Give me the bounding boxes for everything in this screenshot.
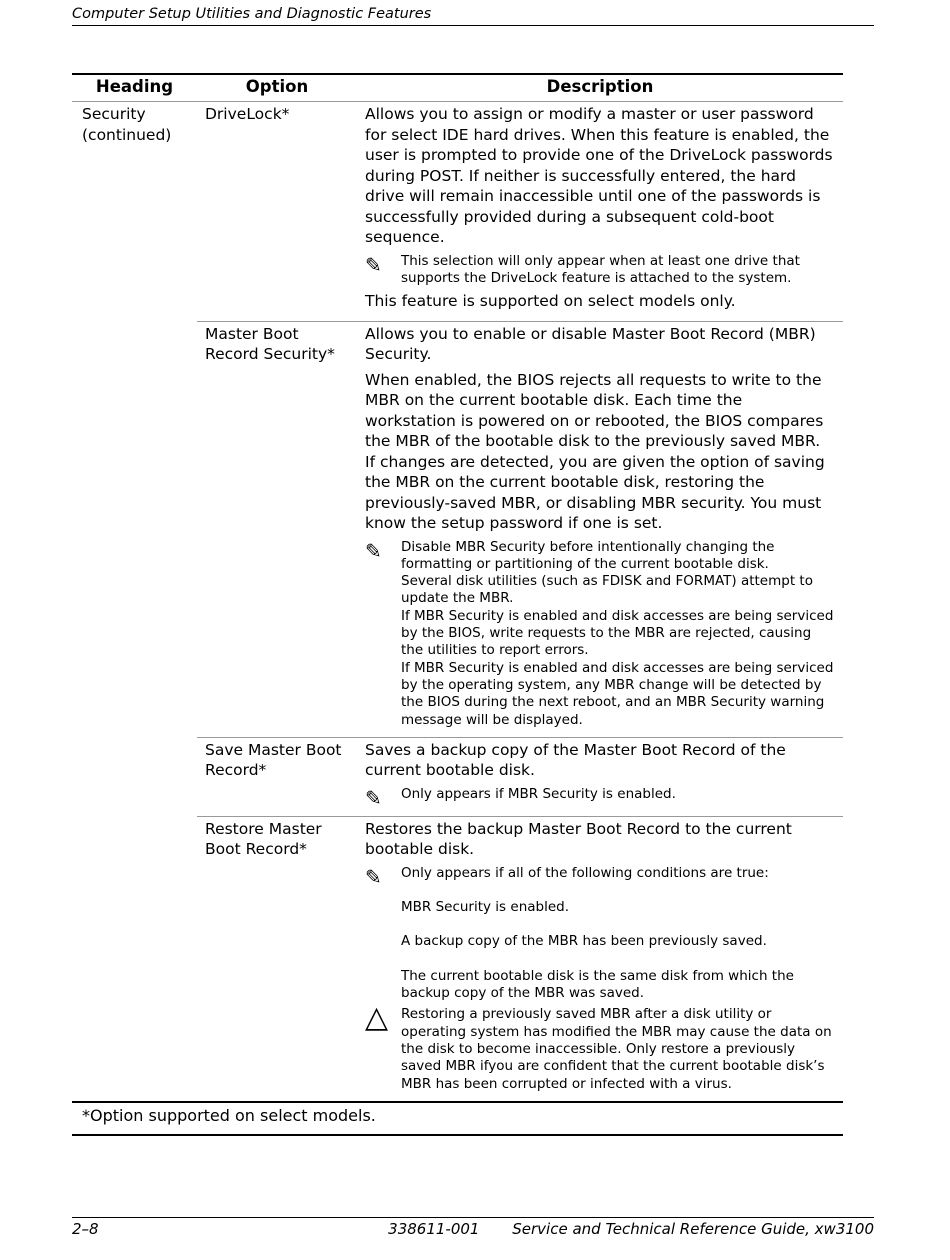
footnote-row xyxy=(72,1102,843,1136)
note-text: A backup copy of the MBR has been previously saved. xyxy=(401,933,767,950)
table-row xyxy=(72,102,843,322)
option-name: Save Master Boot xyxy=(205,740,342,759)
heading-line: Security xyxy=(82,105,146,123)
option-cell xyxy=(197,816,357,1101)
option-name: DriveLock* xyxy=(205,105,290,123)
option-name: Restore Master xyxy=(205,819,322,838)
running-footer xyxy=(72,1217,874,1238)
option-name: Master Boot xyxy=(205,324,299,343)
description-cell xyxy=(357,321,843,737)
note xyxy=(365,865,835,1002)
description-paragraph: Restores the backup Master Boot Record to the current bootable disk. xyxy=(365,819,792,859)
option-name: Record* xyxy=(205,761,267,780)
doc-number: 338611-001 xyxy=(388,1220,480,1238)
note-text: Only appears if all of the following conditions are true: xyxy=(401,864,769,881)
heading-cell xyxy=(72,102,197,1102)
note-text: MBR Security is enabled. xyxy=(401,899,570,916)
pencil-note-icon: ✎ xyxy=(365,864,382,889)
option-cell xyxy=(197,737,357,816)
note xyxy=(365,539,835,729)
footnote: *Option supported on select models. xyxy=(72,1102,843,1136)
security-options-table xyxy=(72,73,843,1136)
caution-triangle-icon: △ xyxy=(365,1000,389,1036)
table-header-row xyxy=(72,74,843,102)
pencil-note-icon: ✎ xyxy=(365,252,382,277)
col-description: Description xyxy=(357,74,843,102)
caution xyxy=(365,1000,835,1092)
option-cell xyxy=(197,321,357,737)
description-paragraph: When enabled, the BIOS rejects all requests to write to the MBR on the current bootable disk. Each time the workstation is powered on or rebooted, the BIOS compares the MBR of the bootable disk to the previously saved MBR. If changes are detected, you are given the option of saving the MBR on the current bootable disk, restoring the previously-saved MBR, or disabling MBR security. You must know the setup password if one is set. xyxy=(365,370,825,533)
note-text: Disable MBR Security before intentionally changing the formatting or partitioning of the current bootable disk. xyxy=(401,538,775,572)
description-paragraph: Allows you to assign or modify a master or user password for select IDE hard drives. When this feature is enabled, the user is prompted to provide one of the DriveLock passwords during POST. If neither is successfully entered, the hard drive will remain inaccessible until one of the passwords is successfully provided during a subsequent cold-boot sequence. xyxy=(365,105,833,246)
caution-text: Restoring a previously saved MBR after a disk utility or operating system has modified the MBR may cause the data on the disk to become inaccessible. Only restore a previously saved MBR ifyou are confident that the current bootable disk’s MBR has been corrupted or infected with a virus. xyxy=(401,1006,832,1092)
heading-line: (continued) xyxy=(82,125,172,144)
description-paragraph: This feature is supported on select models only. xyxy=(365,292,736,311)
description-cell xyxy=(357,737,843,816)
option-name: Boot Record* xyxy=(205,840,307,859)
doc-title: Service and Technical Reference Guide, xw3100 xyxy=(512,1220,874,1238)
note xyxy=(365,786,835,808)
option-cell xyxy=(197,102,357,322)
pencil-note-icon: ✎ xyxy=(365,785,382,810)
note-text: Only appears if MBR Security is enabled. xyxy=(401,785,676,802)
note-text: This selection will only appear when at least one drive that supports the DriveLock feature is attached to the system. xyxy=(401,252,800,286)
description-cell xyxy=(357,102,843,322)
running-header: Computer Setup Utilities and Diagnostic Features xyxy=(72,6,874,26)
note-text: Several disk utilities (such as FDISK and FORMAT) attempt to update the MBR. xyxy=(401,573,813,607)
option-name: Record Security* xyxy=(205,345,335,364)
col-option: Option xyxy=(197,74,357,102)
note-text: If MBR Security is enabled and disk accesses are being serviced by the BIOS, write requests to the MBR are rejected, causing the utilities to report errors. xyxy=(401,607,834,659)
description-paragraph: Allows you to enable or disable Master Boot Record (MBR) Security. xyxy=(365,324,816,364)
note-text: If MBR Security is enabled and disk accesses are being serviced by the operating system, any MBR change will be detected by the BIOS during the next reboot, and an MBR Security warning message will be displayed. xyxy=(401,659,834,728)
note xyxy=(365,253,835,288)
page-number: 2–8 xyxy=(72,1220,99,1238)
pencil-note-icon: ✎ xyxy=(365,538,382,563)
description-cell xyxy=(357,816,843,1101)
description-paragraph: Saves a backup copy of the Master Boot Record of the current bootable disk. xyxy=(365,740,786,780)
note-text: The current bootable disk is the same disk from which the backup copy of the MBR was saved. xyxy=(401,967,794,1002)
col-heading: Heading xyxy=(72,74,197,102)
